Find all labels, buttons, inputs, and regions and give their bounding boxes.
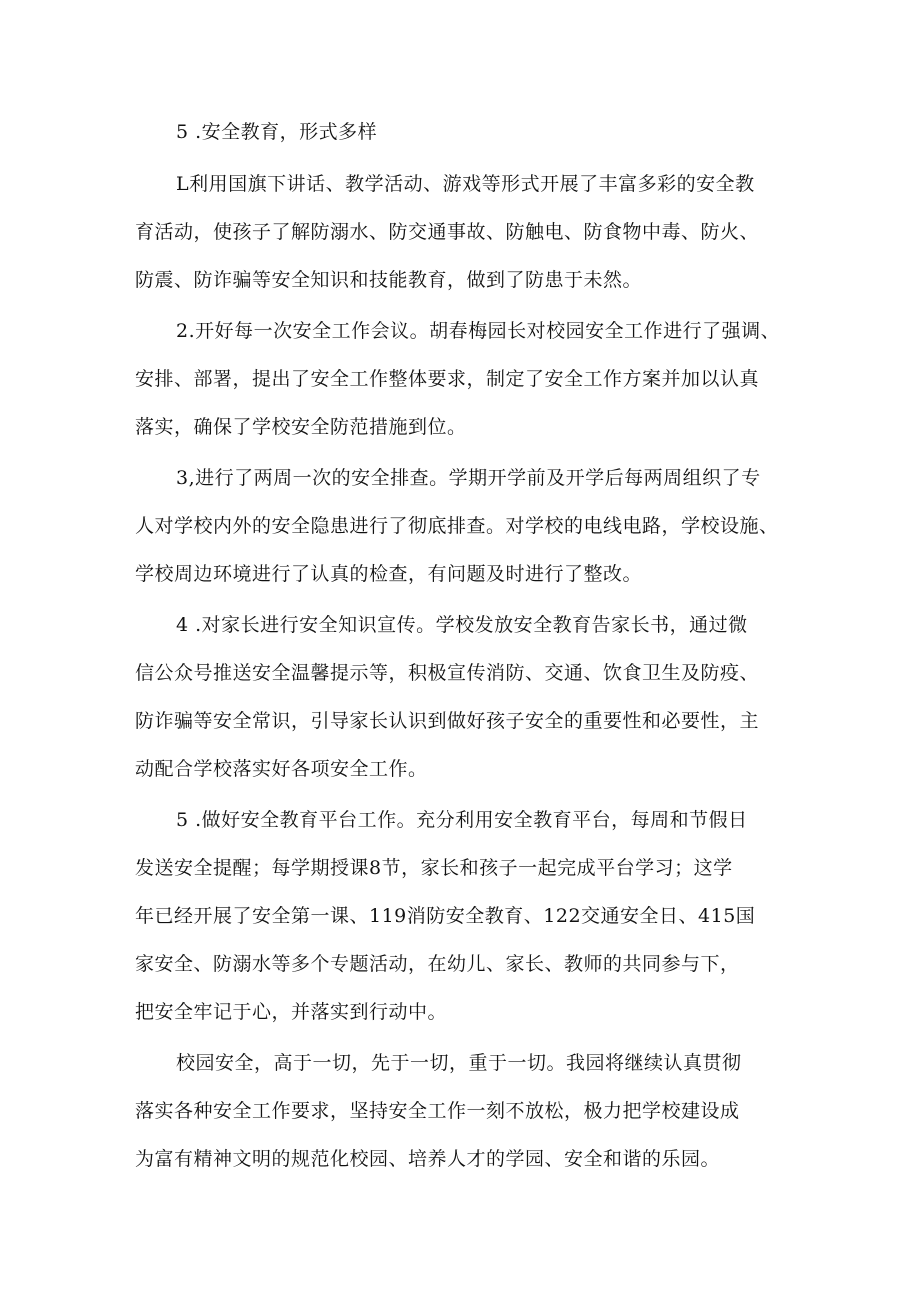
paragraph-line: 动配合学校落实好各项安全工作。 xyxy=(135,758,428,780)
paragraph-line: 校园安全，高于一切，先于一切，重于一切。我园将继续认真贯彻 xyxy=(176,1052,742,1074)
paragraph-line: 人对学校内外的安全隐患进行了彻底排查。对学校的电线电路，学校设施、 xyxy=(135,515,779,537)
paragraph-line: 年已经开展了安全第一课、119消防安全教育、122交通安全日、415国 xyxy=(135,905,756,927)
paragraph-line: 防震、防诈骗等安全知识和技能教育，做到了防患于未然。 xyxy=(135,269,643,291)
paragraph-line: 5 .做好安全教育平台工作。充分利用安全教育平台，每周和节假日 xyxy=(176,809,748,831)
paragraph-line: 防诈骗等安全常识，引导家长认识到做好孩子安全的重要性和必要性，主 xyxy=(135,710,760,732)
section-heading: 5 .安全教育，形式多样 xyxy=(176,121,378,143)
paragraph-line: 3,进行了两周一次的安全排查。学期开学前及开学后每两周组织了专 xyxy=(176,467,761,489)
paragraph-line: 信公众号推送安全温馨提示等，积极宣传消防、交通、饮食卫生及防疫、 xyxy=(135,662,760,684)
paragraph-line: 发送安全提醒；每学期授课8节，家长和孩子一起完成平台学习；这学 xyxy=(135,857,733,879)
paragraph-line: 学校周边环境进行了认真的检查，有问题及时进行了整改。 xyxy=(135,563,643,585)
paragraph-line: L利用国旗下讲话、教学活动、游戏等形式开展了丰富多彩的安全教 xyxy=(176,173,755,195)
paragraph-line: 4 .对家长进行安全知识宣传。学校发放安全教育告家长书，通过微 xyxy=(176,614,748,636)
paragraph-line: 为富有精神文明的规范化校园、培养人才的学园、安全和谐的乐园。 xyxy=(135,1148,721,1170)
paragraph-line: 2.开好每一次安全工作会议。胡春梅园长对校园安全工作进行了强调、 xyxy=(176,320,781,342)
paragraph-line: 育活动，使孩子了解防溺水、防交通事故、防触电、防食物中毒、防火、 xyxy=(135,221,760,243)
paragraph-line: 把安全牢记于心，并落实到行动中。 xyxy=(135,1001,448,1023)
paragraph-line: 落实，确保了学校安全防范措施到位。 xyxy=(135,416,467,438)
paragraph-line: 家安全、防溺水等多个专题活动，在幼儿、家长、教师的共同参与下， xyxy=(135,953,740,975)
paragraph-line: 落实各种安全工作要求，坚持安全工作一刻不放松，极力把学校建设成 xyxy=(135,1100,740,1122)
paragraph-line: 安排、部署，提出了安全工作整体要求，制定了安全工作方案并加以认真 xyxy=(135,368,760,390)
